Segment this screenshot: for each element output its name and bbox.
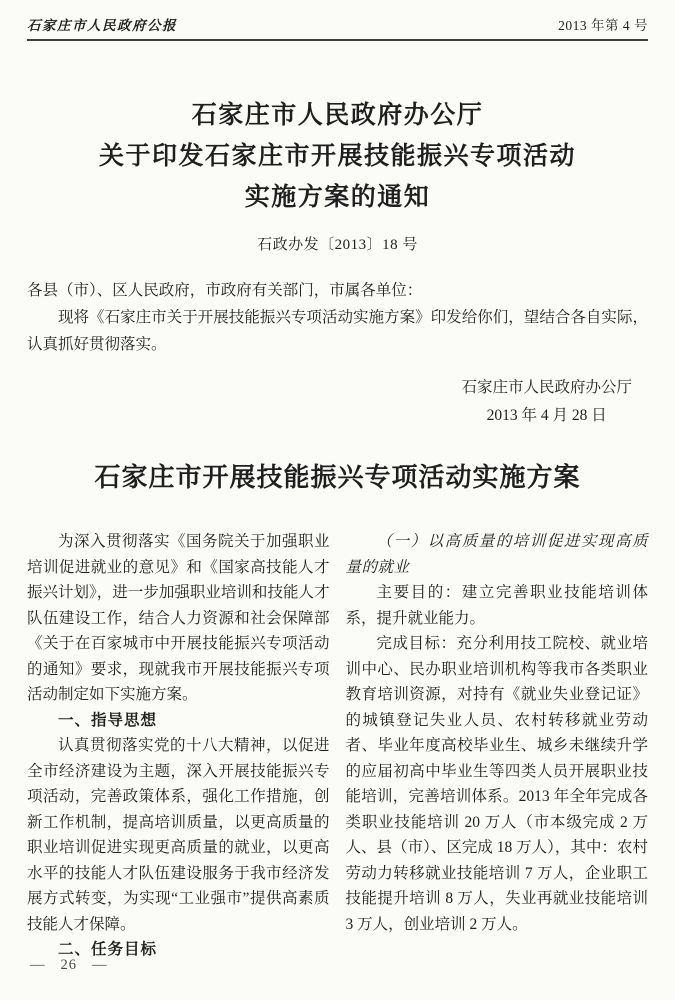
plan-title: 石家庄市开展技能振兴专项活动实施方案 [94, 463, 581, 492]
paragraph: 认真贯彻落实党的十八大精神，以促进全市经济建设为主题，深入开展技能振兴专项活动，完善政策体系，强化工作措施，创新工作机制，提高培训质量，以更高质量的职业培训促进实现更高质量的就业，以更高水平的技能人才队伍建设服务于我市经济发展方式转变，为实现“工业强市”提供高素质技能人才保障。 [27, 737, 330, 933]
signer-name: 石家庄市人民政府办公厅 [461, 379, 632, 396]
gazette-name: 石家庄市人民政府公报 [27, 18, 177, 33]
notice-section [27, 95, 648, 430]
signature-date: 2013 年 4 月 28 日 [486, 407, 607, 424]
subsection-heading: （一）以高质量的培训促进实现高质量的就业 [345, 533, 648, 576]
notice-body-paragraph: 现将《石家庄市关于开展技能振兴专项活动实施方案》印发给你们，望结合各自实际，认真抓好贯彻落实。 [27, 309, 648, 353]
notice-body [27, 277, 648, 358]
masthead [27, 0, 648, 41]
right-column [346, 529, 649, 963]
page-footer [30, 957, 108, 974]
footer-dash-left: — [30, 957, 46, 973]
salutation: 各县（市）、区人民政府，市政府有关部门，市属各单位： [27, 282, 423, 299]
signature-area [27, 374, 632, 430]
section-heading-2: 二、任务目标 [58, 941, 158, 958]
paragraph: 为深入贯彻落实《国务院关于加强职业培训促进就业的意见》和《国家高技能人才振兴计划》，进一步加强职业培训和技能人才队伍建设工作，结合人力资源和社会保障部《关于在百家城市中开展技能振兴专项活动的通知》要求，现就我市开展技能振兴专项活动制定如下实施方案。 [27, 533, 330, 703]
left-column [27, 529, 330, 963]
signature-block [461, 374, 632, 430]
plan-body [27, 529, 648, 963]
notice-title-line-2: 关于印发石家庄市开展技能振兴专项活动 [98, 143, 576, 170]
paragraph: 主要目的：建立完善职业技能培训体系，提升就业能力。 [345, 584, 648, 627]
section-heading-1: 一、指导思想 [58, 711, 158, 729]
doc-number: 石政办发〔2013〕18 号 [257, 237, 418, 253]
issue-number: 2013 年第 4 号 [558, 18, 648, 33]
page-number: 26 [60, 957, 77, 973]
paragraph: 完成目标：充分利用技工院校、就业培训中心、民办职业培训机构等我市各类职业教育培训资源，对持有《就业失业登记证》的城镇登记失业人员、农村转移就业劳动者、毕业年度高校毕业生、城乡未继续升学的应届初高中毕业生等四类人员开展职业技能培训，完善培训体系。2013 年全年完成各类职业技能培训 20 万人（市本级完成 2 万人、县（市）、区完成 18 万人），其中：农村劳动力转移就业技能培训 7 万人，企业职工技能提升培训 8 万人，失业再就业技能培训 3 万人，创业培训 2 万人。 [345, 635, 648, 933]
footer-dash-right: — [92, 957, 108, 973]
notice-title [27, 95, 648, 218]
notice-title-line-1: 石家庄市人民政府办公厅 [191, 102, 484, 129]
notice-title-line-3: 实施方案的通知 [244, 184, 431, 211]
